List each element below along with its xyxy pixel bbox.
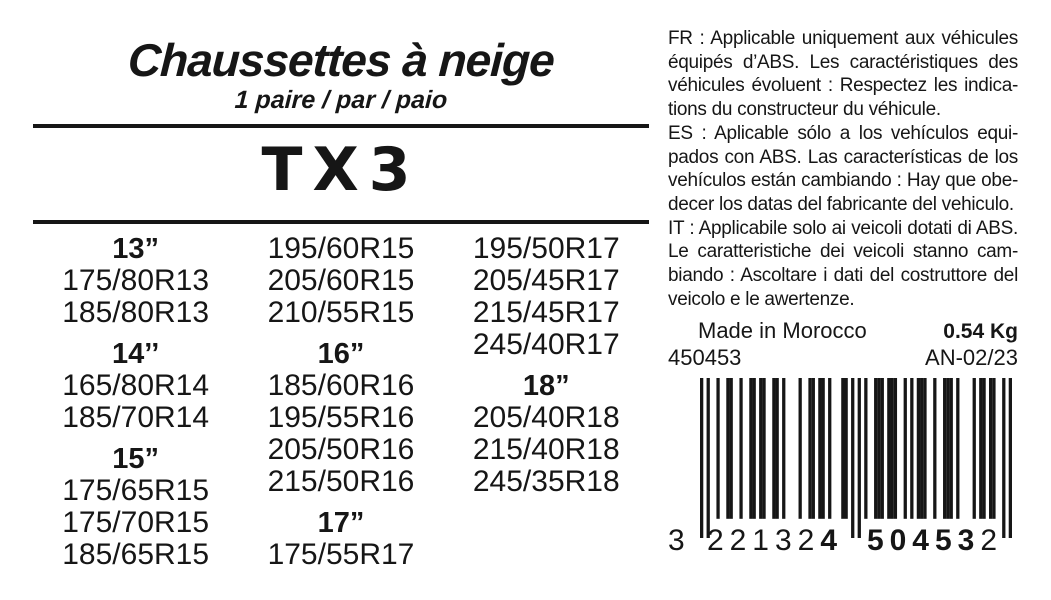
size-group-18 xyxy=(444,370,649,498)
diameter-header: 14’’ xyxy=(112,337,160,370)
size-group-13 xyxy=(33,233,238,329)
notice-fr xyxy=(668,27,1018,122)
tire-size: 175/55R17 xyxy=(267,537,415,571)
batch-code: AN-02/23 xyxy=(925,345,1018,371)
left-panel xyxy=(33,0,649,600)
tire-size: 185/65R15 xyxy=(62,537,210,571)
size-group-17-cont xyxy=(444,233,649,361)
size-column-3 xyxy=(444,233,649,571)
barcode-digits-normal: 2 xyxy=(980,524,1004,558)
tire-size-table xyxy=(33,233,649,571)
tire-size: 210/55R15 xyxy=(267,295,415,329)
tire-size: 175/65R15 xyxy=(62,473,210,507)
tire-size: 195/60R15 xyxy=(267,231,415,265)
size-group-17 xyxy=(238,507,443,571)
tire-size: 185/80R13 xyxy=(62,295,210,329)
notice-line: véhicules évoluent : Respectez les indica- xyxy=(668,75,1018,97)
tire-size: 245/40R17 xyxy=(472,327,620,361)
diameter-header: 17” xyxy=(317,506,365,539)
tire-size: 195/50R17 xyxy=(472,231,620,265)
barcode-bars xyxy=(700,378,1012,538)
notice-line: veicolo e le awertenze. xyxy=(668,288,855,310)
notice-line: équipés d’ABS. Les caractéristiques des xyxy=(668,51,1018,73)
product-title: Chaussettes à neige xyxy=(126,34,556,86)
reference-row xyxy=(668,345,1018,371)
diameter-header: 16” xyxy=(317,337,365,370)
barcode-digits-normal: 22132 xyxy=(706,524,821,558)
tire-size: 205/40R18 xyxy=(472,400,620,434)
barcode-leading-digit: 3 xyxy=(668,524,685,558)
divider-bottom xyxy=(33,220,649,224)
size-group-15 xyxy=(33,443,238,571)
tire-size: 195/55R16 xyxy=(267,400,415,434)
notice-line: vehículos están cambiando : Hay que obe- xyxy=(668,170,1018,192)
tire-size: 215/45R17 xyxy=(472,295,620,329)
origin-weight-row xyxy=(668,318,1018,345)
notice-line: biando : Ascoltare i dati del costruttore del xyxy=(668,265,1018,287)
barcode-digits-bold: 4 xyxy=(820,524,844,558)
tire-size: 245/35R18 xyxy=(472,464,620,498)
tire-size: 215/40R18 xyxy=(472,432,620,466)
notice-it xyxy=(668,217,1018,312)
diameter-header: 18” xyxy=(522,369,570,402)
tire-size: 175/80R13 xyxy=(62,263,210,297)
barcode-left-group xyxy=(702,526,848,556)
notice-line: tions du constructeur du véhicule. xyxy=(668,99,941,121)
notice-line: pados con ABS. Las características de los xyxy=(668,146,1018,168)
model-name: TX3 xyxy=(261,134,421,205)
notice-line: IT : Applicabile solo ai veicoli dotati di ABS. xyxy=(668,217,1018,239)
tire-size: 205/50R16 xyxy=(267,432,415,466)
ean13-barcode xyxy=(668,378,1014,556)
size-group-15-cont xyxy=(238,233,443,329)
size-group-16 xyxy=(238,338,443,498)
made-in-label: Made in Morocco xyxy=(698,318,867,344)
product-subtitle: 1 paire / par / paio xyxy=(234,86,449,115)
tire-size: 165/80R14 xyxy=(62,368,210,402)
tire-size: 205/45R17 xyxy=(472,263,620,297)
barcode-center-gap xyxy=(848,526,862,556)
right-panel xyxy=(668,0,1018,600)
tire-size: 185/60R16 xyxy=(267,368,415,402)
tire-size: 175/70R15 xyxy=(62,505,210,539)
diameter-header: 15” xyxy=(112,442,160,475)
size-group-14 xyxy=(33,338,238,434)
weight-value: 0.54 Kg xyxy=(943,320,1018,344)
barcode-digits xyxy=(668,526,1014,556)
tire-size: 205/60R15 xyxy=(267,263,415,297)
diameter-header: 13” xyxy=(112,232,160,265)
barcode-right-group xyxy=(862,526,1008,556)
notice-line: decer los datas del fabricante del vehiculo. xyxy=(668,193,1014,215)
barcode-digits-bold: 50453 xyxy=(866,524,981,558)
notice-es xyxy=(668,122,1018,217)
size-column-2 xyxy=(238,233,443,571)
reference-number: 450453 xyxy=(668,345,742,371)
size-column-1 xyxy=(33,233,238,571)
tire-size: 185/70R14 xyxy=(62,400,210,434)
notice-line: ES : Aplicable sólo a los vehículos equi- xyxy=(668,122,1018,144)
notice-line: FR : Applicable uniquement aux véhicules xyxy=(668,28,1018,49)
tire-size: 215/50R16 xyxy=(267,464,415,498)
notice-line: Le caratteristiche dei veicoli stanno cam- xyxy=(668,241,1018,263)
